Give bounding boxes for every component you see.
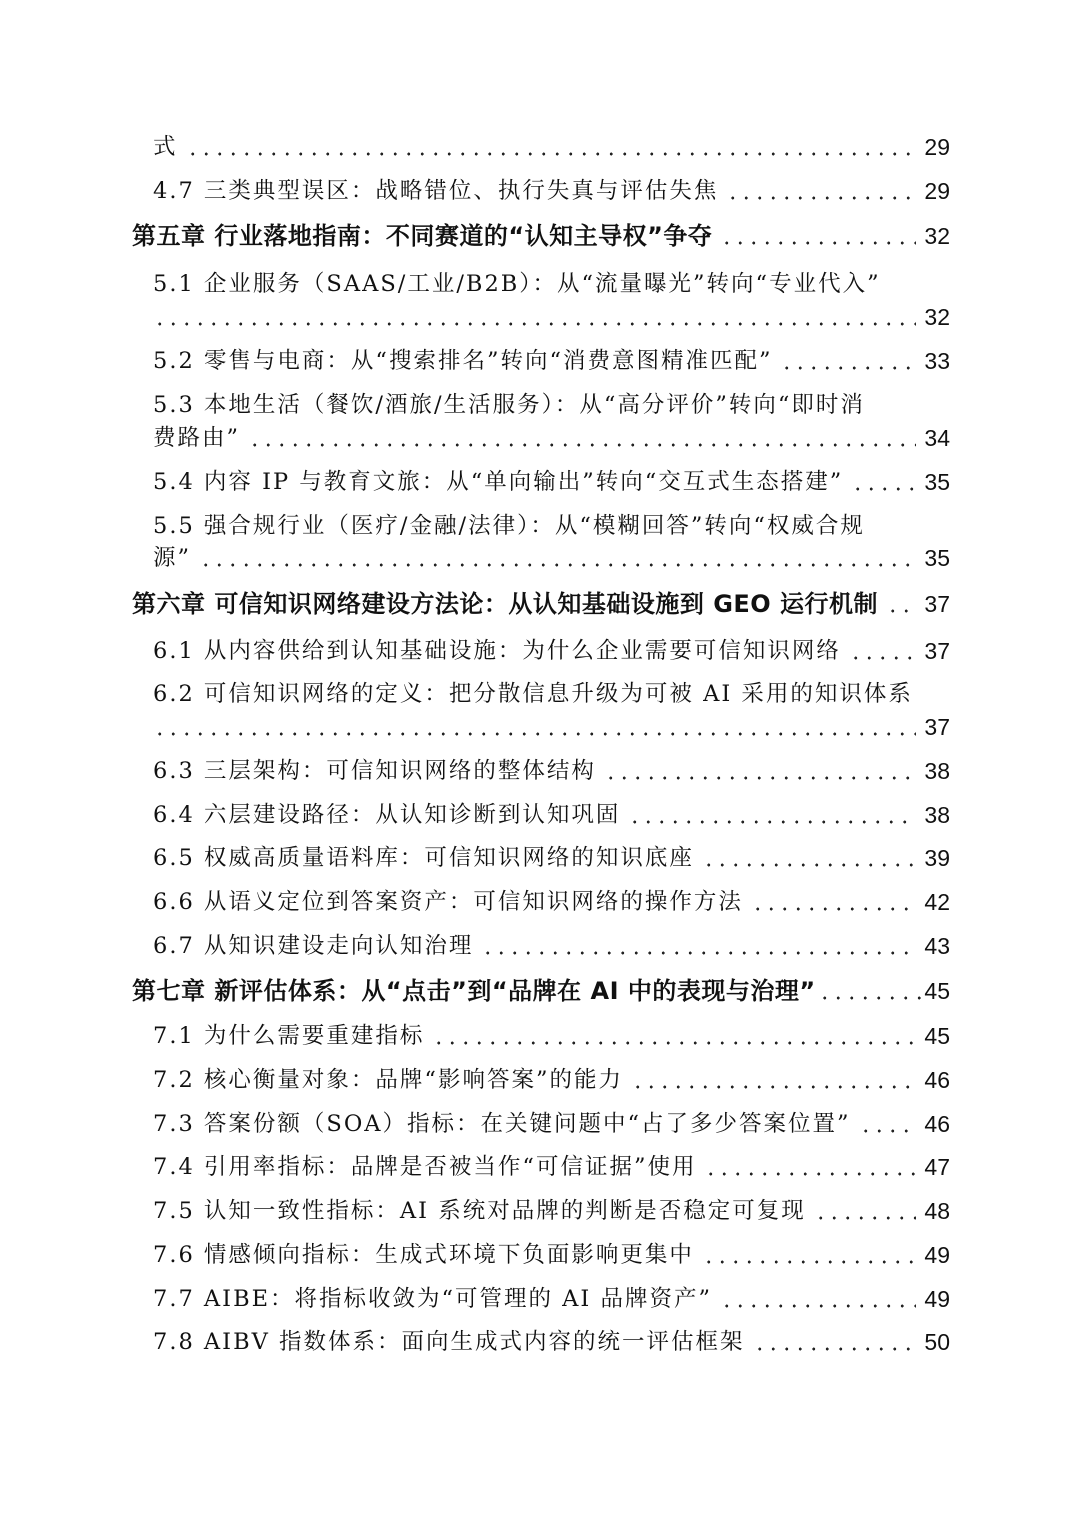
dot-leader xyxy=(186,152,916,156)
toc-entry-title: 7.7 AIBE：将指标收敛为“可管理的 AI 品牌资产” xyxy=(153,1286,712,1312)
toc-entry[interactable] xyxy=(153,1191,950,1231)
toc-page-number: 49 xyxy=(924,1242,950,1268)
toc-entry[interactable] xyxy=(153,751,950,791)
toc-page-number: 46 xyxy=(924,1067,950,1093)
dot-leader xyxy=(481,951,916,955)
toc-entry-continuation[interactable] xyxy=(153,297,950,337)
toc-entry-title: 7.3 答案份额（SOA）指标：在关键问题中“占了多少答案位置” xyxy=(153,1111,851,1137)
toc-page-number: 45 xyxy=(924,978,950,1004)
dot-leader xyxy=(153,732,916,736)
toc-page-number: 29 xyxy=(924,134,950,160)
dot-leader xyxy=(631,1085,916,1089)
toc-page-number: 35 xyxy=(924,545,950,571)
dot-leader xyxy=(753,1347,916,1351)
dot-leader xyxy=(780,366,916,370)
dot-leader xyxy=(851,487,916,491)
toc-page-number: 38 xyxy=(924,802,950,828)
dot-leader xyxy=(818,996,922,1000)
toc-page-number: 37 xyxy=(924,714,950,740)
toc-page-number: 39 xyxy=(924,845,950,871)
dot-leader xyxy=(814,1216,916,1220)
toc-entry-title: 7.2 核心衡量对象：品牌“影响答案”的能力 xyxy=(153,1067,623,1093)
dot-leader xyxy=(859,1129,916,1133)
toc-chapter-entry[interactable] xyxy=(132,971,950,1011)
toc-chapter-title: 第六章 可信知识网络建设方法论：从认知基础设施到 GEO 运行机制 xyxy=(132,590,879,618)
toc-entry[interactable] xyxy=(153,926,950,966)
dot-leader xyxy=(153,322,916,326)
dot-leader xyxy=(704,1172,916,1176)
toc-entry[interactable] xyxy=(153,341,950,381)
dot-leader xyxy=(849,656,916,660)
toc-entry[interactable] xyxy=(153,171,950,211)
toc-page-number: 50 xyxy=(924,1329,950,1355)
dot-leader xyxy=(726,196,916,200)
toc-page-number: 46 xyxy=(924,1111,950,1137)
toc-entry-title: 5.4 内容 IP 与教育文旅：从“单向输出”转向“交互式生态搭建” xyxy=(153,469,844,495)
toc-entry[interactable] xyxy=(153,795,950,835)
toc-page-number: 34 xyxy=(924,425,950,451)
toc-entry-title: 5.2 零售与电商：从“搜索排名”转向“消费意图精准匹配” xyxy=(153,348,773,374)
toc-entry-title: 7.6 情感倾向指标：生成式环境下负面影响更集中 xyxy=(153,1242,694,1268)
toc-chapter-title: 第五章 行业落地指南：不同赛道的“认知主导权”争夺 xyxy=(132,222,713,250)
toc-entry-continuation[interactable] xyxy=(153,538,950,578)
dot-leader xyxy=(604,776,916,780)
toc-entry-title: 5.3 本地生活（餐饮/酒旅/生活服务）：从“高分评价”转向“即时消 xyxy=(153,392,865,418)
toc-entry-title: 6.2 可信知识网络的定义：把分散信息升级为可被 AI 采用的知识体系 xyxy=(153,681,913,707)
dot-leader xyxy=(432,1041,916,1045)
toc-entry-title: 6.3 三层架构：可信知识网络的整体结构 xyxy=(153,758,596,784)
toc-entry-title: 5.5 强合规行业（医疗/金融/法律）：从“模糊回答”转向“权威合规 xyxy=(153,513,865,539)
toc-page-number: 43 xyxy=(924,933,950,959)
dot-leader xyxy=(628,820,916,824)
toc-entry-title: 6.4 六层建设路径：从认知诊断到认知巩固 xyxy=(153,802,621,828)
toc-page-number: 29 xyxy=(924,178,950,204)
toc-entry[interactable] xyxy=(153,1147,950,1187)
toc-page-number: 42 xyxy=(924,889,950,915)
toc-entry-title: 5.1 企业服务（SAAS/工业/B2B）：从“流量曝光”转向“专业代入” xyxy=(153,271,881,297)
toc-entry-title-continuation: 费路由” xyxy=(153,425,241,451)
dot-leader xyxy=(199,563,916,567)
toc-page-number: 33 xyxy=(924,348,950,374)
toc-chapter-entry[interactable] xyxy=(132,584,950,624)
toc-entry-title: 7.1 为什么需要重建指标 xyxy=(153,1023,425,1049)
toc-entry[interactable] xyxy=(153,127,950,167)
toc-entry-title: 4.7 三类典型误区：战略错位、执行失真与评估失焦 xyxy=(153,178,719,204)
toc-entry[interactable] xyxy=(153,838,950,878)
toc-entry[interactable] xyxy=(153,1104,950,1144)
dot-leader xyxy=(886,609,916,613)
toc-entry[interactable] xyxy=(153,631,950,671)
dot-leader xyxy=(702,1260,916,1264)
toc-entry[interactable] xyxy=(153,882,950,922)
toc-page-number: 32 xyxy=(924,304,950,330)
dot-leader xyxy=(248,443,916,447)
toc-entry-title: 7.5 认知一致性指标：AI 系统对品牌的判断是否稳定可复现 xyxy=(153,1198,806,1224)
toc-page-number: 35 xyxy=(924,469,950,495)
toc-entry-continuation[interactable] xyxy=(153,418,950,458)
dot-leader xyxy=(720,241,916,245)
toc-page-number: 45 xyxy=(924,1023,950,1049)
dot-leader xyxy=(702,863,916,867)
toc-entry[interactable] xyxy=(153,462,950,502)
toc-entry-title: 6.7 从知识建设走向认知治理 xyxy=(153,933,474,959)
toc-entry-continuation[interactable] xyxy=(153,707,950,747)
toc-entry-title: 6.5 权威高质量语料库：可信知识网络的知识底座 xyxy=(153,845,694,871)
toc-entry[interactable] xyxy=(153,1016,950,1056)
toc-page-number: 37 xyxy=(924,638,950,664)
toc-entry-title-continuation: 源” xyxy=(153,545,192,571)
toc-page-number: 48 xyxy=(924,1198,950,1224)
toc-page-number: 32 xyxy=(924,223,950,249)
toc-entry[interactable] xyxy=(153,1322,950,1362)
toc-entry[interactable] xyxy=(153,1279,950,1319)
toc-page-number: 47 xyxy=(924,1154,950,1180)
toc-chapter-title: 第七章 新评估体系：从“点击”到“品牌在 AI 中的表现与治理” xyxy=(132,977,816,1005)
toc-entry-title: 6.1 从内容供给到认知基础设施：为什么企业需要可信知识网络 xyxy=(153,638,841,664)
toc-entry[interactable] xyxy=(153,1235,950,1275)
toc-page-number: 38 xyxy=(924,758,950,784)
toc-entry-title: 式 xyxy=(153,134,178,160)
toc-chapter-entry[interactable] xyxy=(132,216,950,256)
toc-entry-title: 7.8 AIBV 指数体系：面向生成式内容的统一评估框架 xyxy=(153,1329,745,1355)
dot-leader xyxy=(751,907,916,911)
toc-page-number: 37 xyxy=(924,591,950,617)
toc-page-number: 49 xyxy=(924,1286,950,1312)
toc-entry-title: 7.4 引用率指标：品牌是否被当作“可信证据”使用 xyxy=(153,1154,697,1180)
toc-entry[interactable] xyxy=(153,1060,950,1100)
toc-entry-title: 6.6 从语义定位到答案资产：可信知识网络的操作方法 xyxy=(153,889,743,915)
dot-leader xyxy=(720,1304,916,1308)
